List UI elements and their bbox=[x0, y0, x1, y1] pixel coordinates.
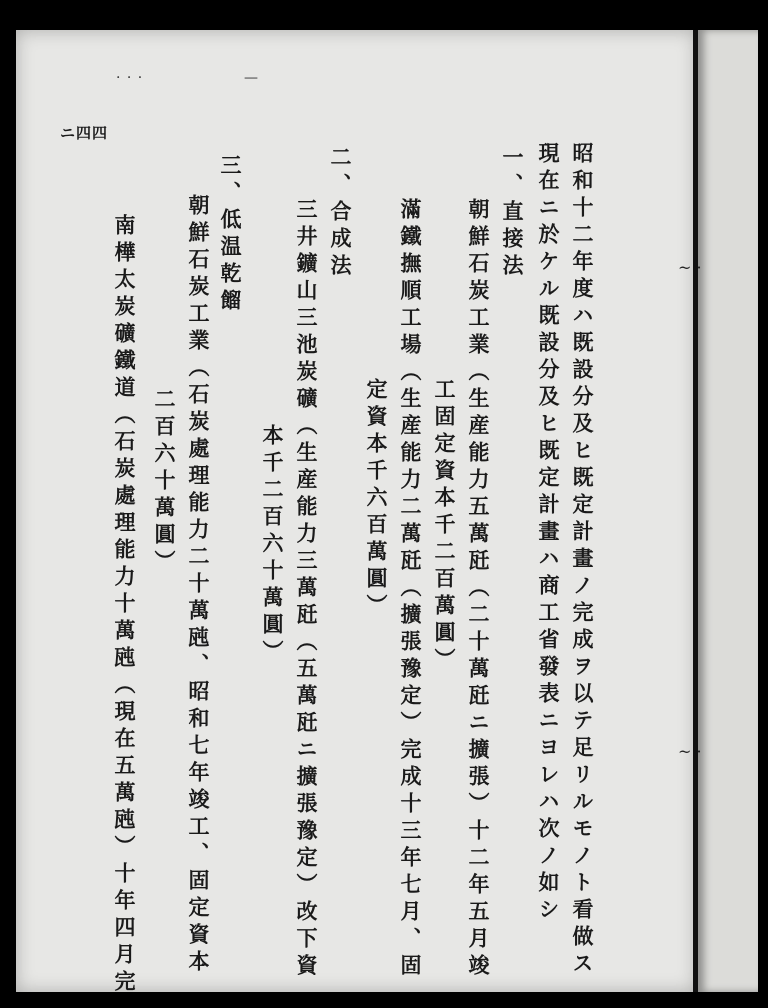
text-column-10: 本千二百六十萬圓） bbox=[260, 424, 285, 667]
scan-artifact: ~ · bbox=[678, 258, 702, 277]
section-heading-direct: 一、直接法 bbox=[500, 146, 525, 281]
text-column-2: 現在ニ於ケル既設分及ヒ既定計畫ハ商工省發表ニヨレハ次ノ如シ bbox=[536, 142, 561, 925]
text-column-13: 二百六十萬圓） bbox=[152, 388, 177, 577]
document-page bbox=[16, 30, 696, 997]
text-column-1: 昭和十二年度ハ既設分及ヒ既定計畫ノ完成ヲ以テ足リルモノト看做ス bbox=[570, 142, 595, 979]
text-column-4: 朝鮮石炭工業（生産能力五萬瓩（二十萬瓩ニ擴張）十二年五月竣 bbox=[466, 198, 491, 981]
text-column-14: 南樺太炭礦鐵道（石炭處理能力十萬瓲（現在五萬瓲）十年四月完 bbox=[112, 214, 137, 997]
scan-artifact: ~ · bbox=[678, 742, 702, 761]
adjacent-page bbox=[678, 30, 758, 992]
scan-artifact: — bbox=[244, 70, 259, 86]
page-number: ニ四四 bbox=[60, 124, 109, 142]
text-column-12: 朝鮮石炭工業（石炭處理能力二十萬瓲、昭和七年竣工、固定資本 bbox=[186, 194, 211, 977]
text-column-5: 工固定資本千二百萬圓） bbox=[432, 378, 457, 675]
section-heading-low-temp: 三、低温乾餾 bbox=[218, 154, 243, 316]
text-column-6: 滿鐵撫順工場（生産能力二萬瓩（擴張豫定）完成十三年七月、固 bbox=[398, 198, 423, 981]
text-column-9: 三井鑛山三池炭礦（生産能力三萬瓩（五萬瓩ニ擴張豫定）改下資 bbox=[294, 198, 319, 981]
text-column-7: 定資本千六百萬圓） bbox=[364, 378, 389, 621]
section-heading-synthetic: 二、合成法 bbox=[328, 146, 353, 281]
scan-artifact: · · · bbox=[116, 70, 144, 86]
